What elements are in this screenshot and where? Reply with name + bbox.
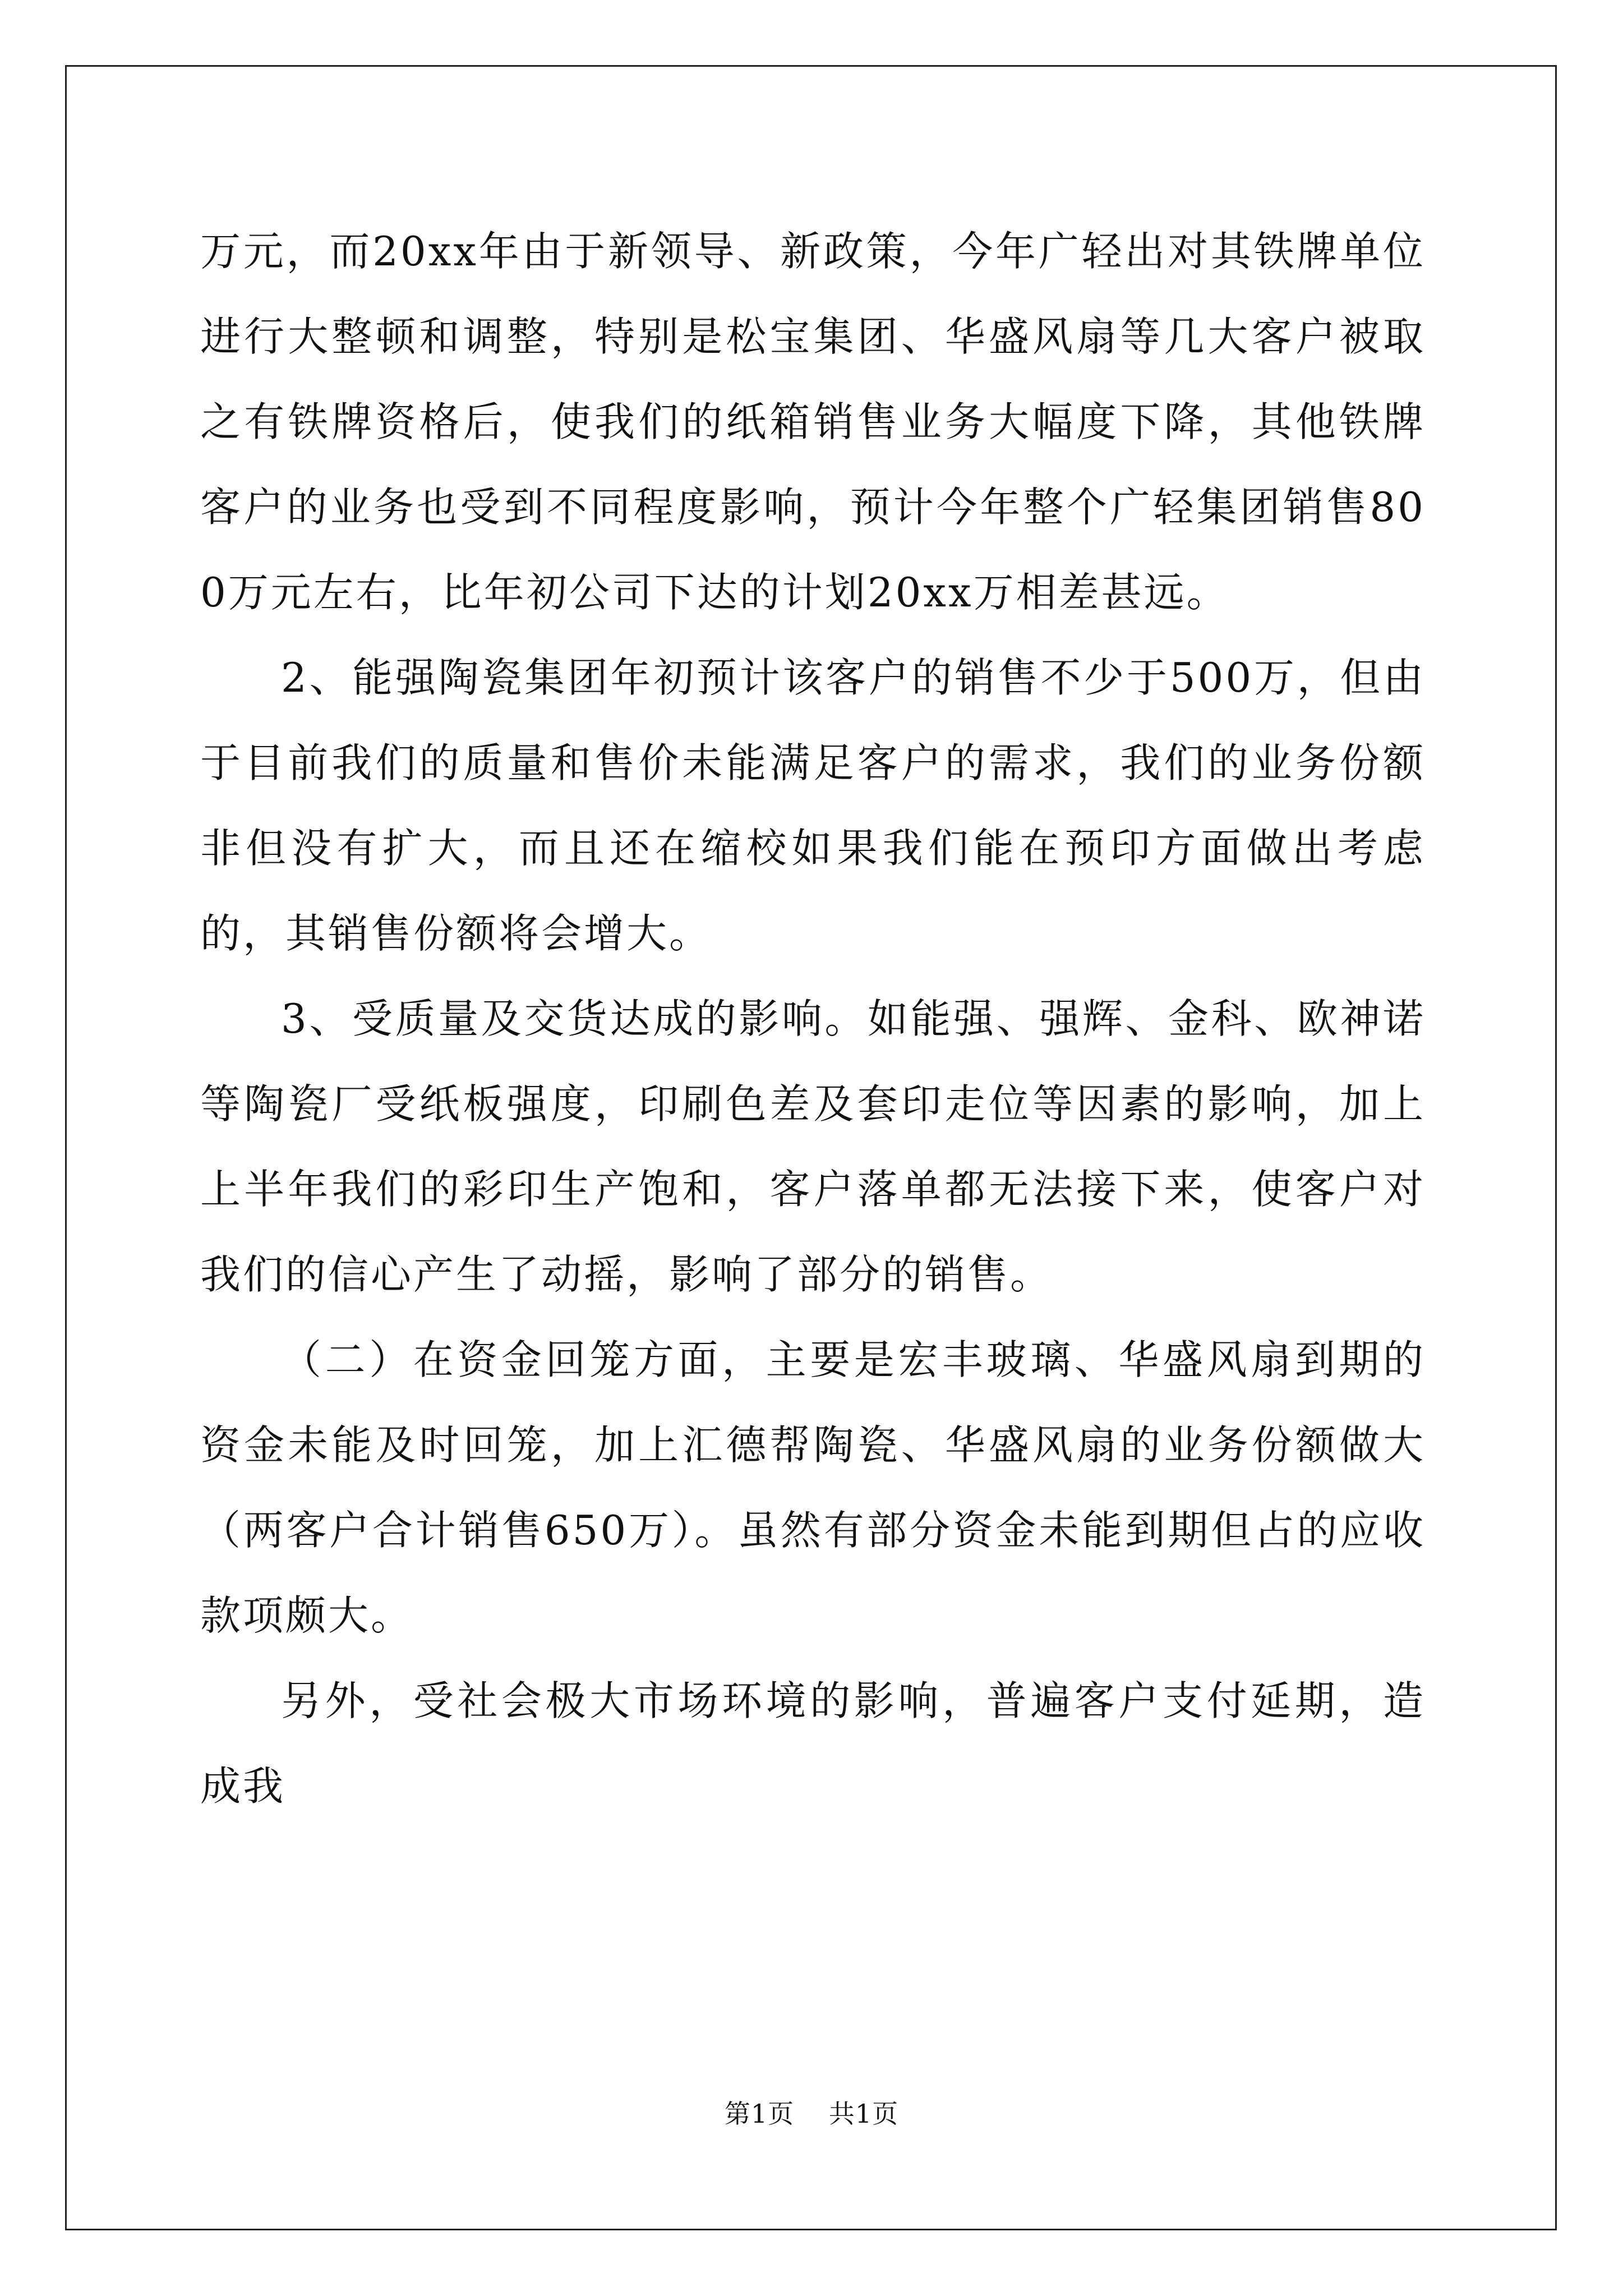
page-number-total: 共1页 bbox=[828, 2099, 899, 2129]
paragraph-5: 另外，受社会极大市场环境的影响，普遍客户支付延期，造成我 bbox=[200, 1677, 1426, 1810]
document-body bbox=[200, 209, 1426, 1829]
page-number-current: 第1页 bbox=[724, 2099, 795, 2129]
page-footer bbox=[0, 2097, 1623, 2131]
paragraph-3: 3、受质量及交货达成的影响。如能强、强辉、金科、欧神诺等陶瓷厂受纸板强度，印刷色差及套印走位等因素的影响，加上上半年我们的彩印生产饱和，客户落单都无法接下来，使客户对我们的信心产生了动摇，影响了部分的销售。 bbox=[200, 995, 1426, 1298]
paragraph-4: （二）在资金回笼方面，主要是宏丰玻璃、华盛风扇到期的资金未能及时回笼，加上汇德帮陶瓷、华盛风扇的业务份额做大（两客户合计销售650万）。虽然有部分资金未能到期但占的应收款项颇大。 bbox=[200, 1336, 1426, 1639]
paragraph-2: 2、能强陶瓷集团年初预计该客户的销售不少于500万，但由于目前我们的质量和售价未能满足客户的需求，我们的业务份额非但没有扩大，而且还在缩校如果我们能在预印方面做出考虑的，其销售份额将会增大。 bbox=[200, 654, 1426, 957]
paragraph-1: 万元，而20xx年由于新领导、新政策，今年广轻出对其铁牌单位进行大整顿和调整，特别是松宝集团、华盛风扇等几大客户被取之有铁牌资格后，使我们的纸箱销售业务大幅度下降，其他铁牌客户的业务也受到不同程度影响，预计今年整个广轻集团销售800万元左右，比年初公司下达的计划20xx万相差甚远。 bbox=[200, 228, 1426, 616]
